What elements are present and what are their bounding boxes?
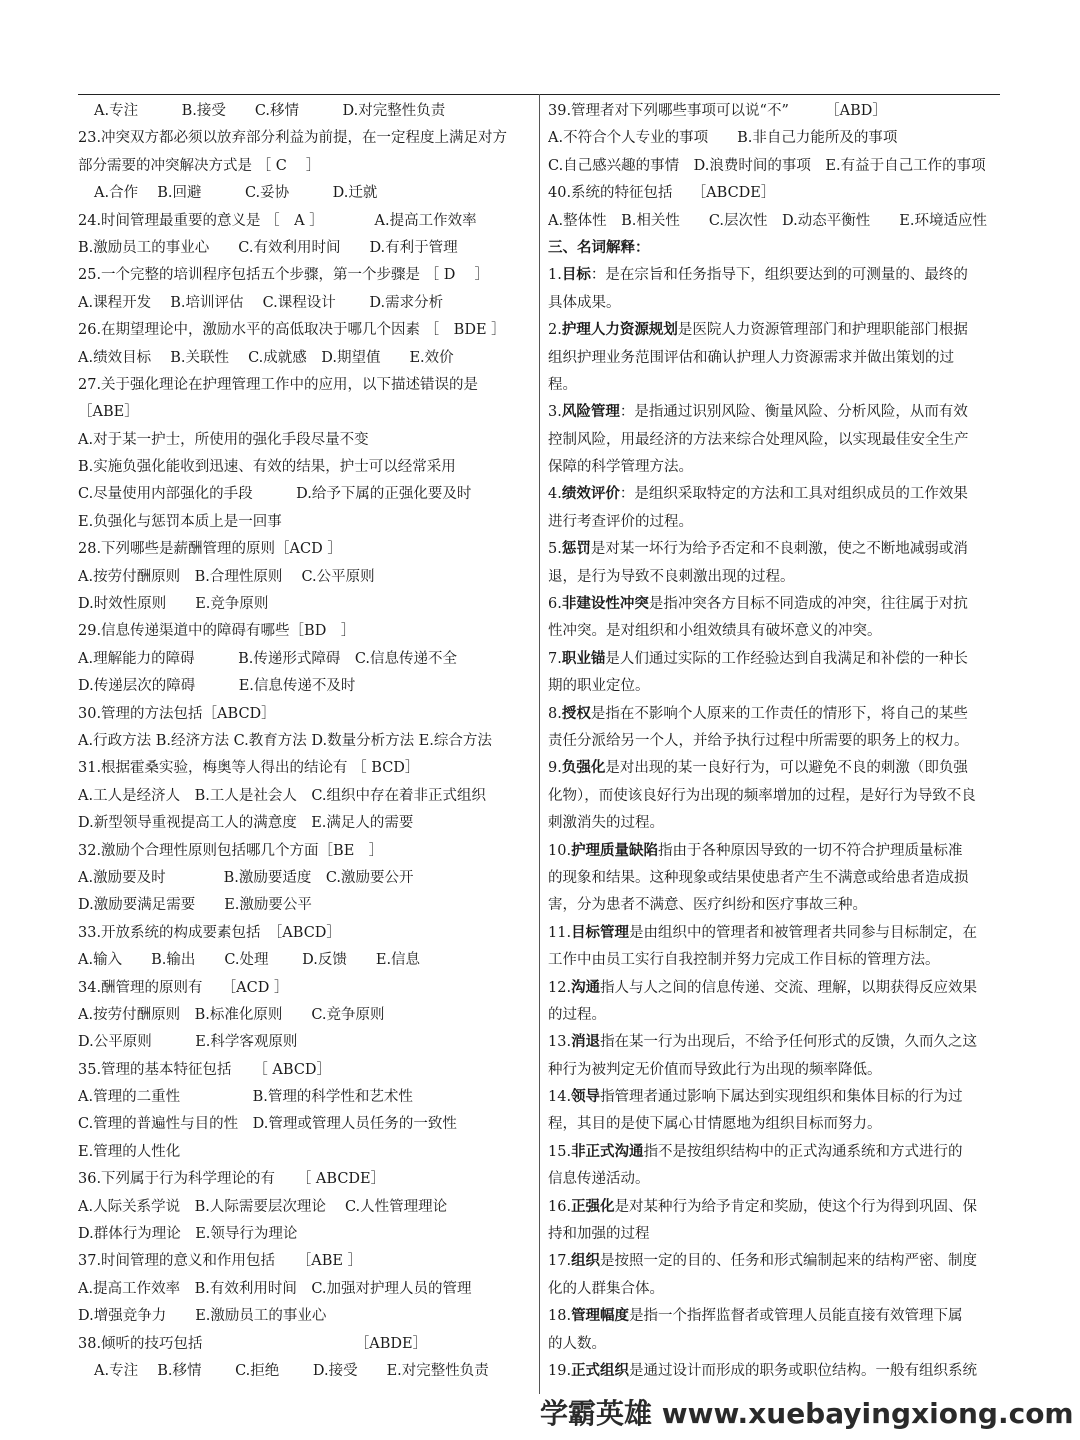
text-line: 31.根据霍桑实验，梅奥等人得出的结论有 ［ BCD］	[78, 760, 420, 777]
text-line: 28.下列哪些是薪酬管理的原则［ACD ］	[78, 541, 342, 558]
text-line: 33.开放系统的构成要素包括 ［ABCD］	[78, 924, 341, 941]
text-line: A.行政方法 B.经济方法 C.教育方法 D.数量分析方法 E.综合方法	[78, 732, 492, 749]
definition-number: 18.	[548, 1308, 572, 1325]
definition-number: 5.	[548, 541, 562, 558]
definition-number: 6.	[548, 596, 562, 613]
text-line: A.工人是经济人 B.工人是社会人 C.组织中存在着非正式组织	[78, 787, 487, 804]
definition-term: 非建设性冲突	[561, 596, 649, 613]
definition-term: 护理质量缺陷	[571, 842, 659, 859]
definition-line	[548, 1194, 1000, 1221]
definition-term: 绩效评价	[561, 486, 620, 503]
definition-number: 1.	[548, 267, 562, 284]
definition-term: 非正式沟通	[571, 1143, 644, 1160]
definition-separator: ：	[619, 404, 635, 421]
definition-text: 是医院人力资源管理部门和护理职能部门根据	[677, 322, 968, 339]
text-line: A.对于某一护士，所使用的强化手段尽量不变	[78, 431, 369, 448]
definition-line: 持和加强的过程	[548, 1226, 650, 1243]
definition-term: 负强化	[561, 760, 606, 777]
definition-text: 是由组织中的管理者和被管理者共同参与目标制定，在	[629, 924, 978, 941]
definition-line	[548, 646, 1000, 673]
right-column	[548, 98, 1000, 1385]
definition-line	[548, 591, 1000, 618]
text-line: D.增强竞争力 E.激励员工的事业心	[78, 1308, 327, 1325]
text-line: A.输入 B.输出 C.处理 D.反馈 E.信息	[78, 952, 421, 969]
definition-line: 控制风险，用最经济的方法来综合处理风险，以实现最佳安全生产	[548, 431, 969, 448]
left-column	[78, 98, 534, 1385]
text-line: D.传递层次的障碍 E.信息传递不及时	[78, 678, 356, 695]
definition-text: 是通过设计而形成的职务或职位结构。一般有组织系统	[629, 1362, 978, 1379]
definition-line: 责任分派给另一个人，并给予执行过程中所需要的职务上的权力。	[548, 732, 969, 749]
definition-number: 16.	[548, 1198, 572, 1215]
definition-line: 化物），而使该良好行为出现的频率增加的过程，是好行为导致不良	[548, 787, 976, 804]
text-line: ［ABE］	[78, 404, 139, 421]
text-line: 35.管理的基本特征包括 ［ ABCD］	[78, 1061, 332, 1078]
text-line: D.激励要满足需要 E.激励要公平	[78, 897, 312, 914]
definition-number: 9.	[548, 760, 562, 777]
text-line: A.按劳付酬原则 B.合理性原则 C.公平原则	[78, 568, 375, 585]
definition-text: 指由于各种原因导致的一切不符合护理质量标准	[658, 842, 963, 859]
definition-line: 的人数。	[548, 1335, 606, 1352]
definition-number: 7.	[548, 650, 562, 667]
definition-line	[548, 975, 1000, 1002]
text-line: D.新型领导重视提高工人的满意度 E.满足人的需要	[78, 815, 414, 832]
column-divider	[539, 94, 540, 1394]
definition-text: 指不是按组织结构中的正式沟通系统和方式进行的	[643, 1143, 963, 1160]
text-line: 38.倾听的技巧包括 ［ABDE］	[78, 1335, 428, 1352]
definition-line: 刺激消失的过程。	[548, 815, 664, 832]
text-line: 23.冲突双方都必须以放弃部分利益为前提，在一定程度上满足对方	[78, 130, 508, 147]
definition-line: 程，其目的是使下属心甘情愿地为组织目标而努力。	[548, 1116, 882, 1133]
text-line: 部分需要的冲突解决方式是 ［ C ］	[78, 157, 321, 174]
text-line: A.按劳付酬原则 B.标准化原则 C.竞争原则	[78, 1006, 385, 1023]
definition-line: 程。	[548, 376, 577, 393]
definition-number: 17.	[548, 1253, 572, 1270]
text-line: B.激励员工的事业心 C.有效利用时间 D.有利于管理	[78, 239, 458, 256]
definition-term: 授权	[561, 705, 591, 722]
text-line: A.绩效目标 B.关联性 C.成就感 D.期望值 E.效价	[78, 349, 454, 366]
definition-text: 是指冲突各方目标不同造成的冲突，往往属于对抗	[648, 596, 968, 613]
definition-text: 指人与人之间的信息传递、交流、理解，以期获得反应效果	[600, 979, 978, 996]
text-line: 30.管理的方法包括［ABCD］	[78, 705, 276, 722]
definition-line: 期的职业定位。	[548, 678, 650, 695]
text-line: 24.时间管理最重要的意义是 ［ A ］ A.提高工作效率	[78, 212, 477, 229]
text-line: 32.激励个合理性原则包括哪几个方面［BE ］	[78, 842, 384, 859]
text-line: 34.酬管理的原则有 ［ACD ］	[78, 979, 289, 996]
definition-number: 10.	[548, 842, 572, 859]
text-line: 40.系统的特征包括 ［ABCDE］	[548, 185, 776, 202]
definition-text: 指管理者通过影响下属达到实现组织和集体目标的行为过	[600, 1089, 963, 1106]
definition-line	[548, 481, 1000, 508]
definition-line	[548, 536, 1000, 563]
definition-line: 的现象和结果。这种现象或结果使患者产生不满意或给患者造成损	[548, 869, 969, 886]
definition-number: 11.	[548, 924, 572, 941]
text-line: B.实施负强化能收到迅速、有效的结果，护士可以经常采用	[78, 459, 456, 476]
definition-separator: ：	[590, 267, 606, 284]
definition-line: 工作中由员工实行自我控制并努力完成工作目标的管理方法。	[548, 952, 940, 969]
text-line: D.群体行为理论 E.领导行为理论	[78, 1226, 298, 1243]
definition-line: 信息传递活动。	[548, 1171, 650, 1188]
definition-line	[548, 399, 1000, 426]
definition-line: 的过程。	[548, 1006, 606, 1023]
definition-number: 3.	[548, 404, 562, 421]
definition-term: 职业锚	[561, 650, 606, 667]
text-line: C.管理的普遍性与目的性 D.管理或管理人员任务的一致性	[78, 1116, 457, 1133]
definition-line	[548, 920, 1000, 947]
definition-line	[548, 1084, 1000, 1111]
right-mc-block	[548, 98, 1000, 235]
definition-line: 保障的科学管理方法。	[548, 459, 693, 476]
definition-line	[548, 701, 1000, 728]
text-line: E.负强化与惩罚本质上是一回事	[78, 513, 282, 530]
definition-text: 是指一个指挥监督者或管理人员能直接有效管理下属	[629, 1308, 963, 1325]
definitions-block	[548, 262, 1000, 1385]
definition-text: 是对某种行为给予肯定和奖励，使这个行为得到巩固、保	[614, 1198, 978, 1215]
definition-number: 2.	[548, 322, 562, 339]
text-line: 27.关于强化理论在护理管理工作中的应用，以下描述错误的是	[78, 376, 479, 393]
definition-line	[548, 1029, 1000, 1056]
definition-term: 惩罚	[561, 541, 591, 558]
text-line: A.整体性 B.相关性 C.层次性 D.动态平衡性 E.环境适应性	[548, 212, 987, 229]
text-line: C.尽量使用内部强化的手段 D.给予下属的正强化要及时	[78, 486, 472, 503]
definition-line: 组织护理业务范围评估和确认护理人力资源需求并做出策划的过	[548, 349, 954, 366]
text-line: E.管理的人性化	[78, 1143, 181, 1160]
text-line: D.公平原则 E.科学客观原则	[78, 1034, 298, 1051]
text-line: A.专注 B.接受 C.移情 D.对完整性负责	[94, 103, 446, 119]
definition-number: 8.	[548, 705, 562, 722]
definition-line	[548, 755, 1000, 782]
text-line: A.合作 B.回避 C.妥协 D.迁就	[94, 185, 378, 202]
text-line: 29.信息传递渠道中的障碍有哪些［BD ］	[78, 623, 356, 640]
text-line: A.激励要及时 B.激励要适度 C.激励要公开	[78, 869, 414, 886]
definition-line	[548, 1248, 1000, 1275]
definition-term: 正式组织	[571, 1362, 630, 1379]
definition-line	[548, 1139, 1000, 1166]
definition-number: 15.	[548, 1143, 572, 1160]
section-title: 三、名词解释：	[548, 239, 650, 256]
definition-term: 护理人力资源规划	[561, 322, 678, 339]
text-line: A.人际关系学说 B.人际需要层次理论 C.人性管理理论	[78, 1198, 448, 1215]
definition-number: 14.	[548, 1089, 572, 1106]
definition-term: 目标	[561, 267, 591, 284]
text-line: 26.在期望理论中，激励水平的高低取决于哪几个因素 ［ BDE ］	[78, 322, 506, 339]
definition-term: 领导	[571, 1089, 601, 1106]
text-line: 25.一个完整的培训程序包括五个步骤，第一个步骤是 ［ D ］	[78, 267, 490, 284]
definition-text: 是在宗旨和任务指导下，组织要达到的可测量的、最终的	[605, 267, 968, 284]
definition-line: 具体成果。	[548, 294, 621, 311]
definition-term: 消退	[571, 1034, 601, 1051]
text-line: D.时效性原则 E.竞争原则	[78, 596, 269, 613]
text-line: C.自己感兴趣的事情 D.浪费时间的事项 E.有益于自己工作的事项	[548, 157, 986, 174]
text-line: A.专注 B.移情 C.拒绝 D.接受 E.对完整性负责	[94, 1362, 489, 1379]
definition-text: 是指通过识别风险、衡量风险、分析风险，从而有效	[634, 404, 968, 421]
definition-line: 退，是行为导致不良刺激出现的过程。	[548, 568, 795, 585]
text-line: A.管理的二重性 B.管理的科学性和艺术性	[78, 1089, 413, 1106]
text-line: A.课程开发 B.培训评估 C.课程设计 D.需求分析	[78, 294, 444, 311]
definition-line	[548, 838, 1000, 865]
definition-number: 13.	[548, 1034, 572, 1051]
definition-number: 19.	[548, 1362, 572, 1379]
definition-line	[548, 317, 1000, 344]
definition-term: 风险管理	[561, 404, 620, 421]
definition-line	[548, 262, 1000, 289]
definition-line: 性冲突。是对组织和小组效绩具有破坏意义的冲突。	[548, 623, 882, 640]
definition-term: 管理幅度	[571, 1308, 630, 1325]
definition-line	[548, 1303, 1000, 1330]
text-line: 37.时间管理的意义和作用包括 ［ABE ］	[78, 1253, 363, 1270]
definition-number: 12.	[548, 979, 572, 996]
definition-text: 是对出现的某一良好行为，可以避免不良的刺激（即负强	[605, 760, 968, 777]
definition-text: 是对某一坏行为给予否定和不良刺激，使之不断地减弱或消	[590, 541, 968, 558]
definition-line: 化的人群集合体。	[548, 1280, 664, 1297]
text-line: 36.下列属于行为科学理论的有 ［ ABCDE］	[78, 1171, 386, 1188]
text-line: 39.管理者对下列哪些事项可以说“不” ［ABD］	[548, 103, 887, 119]
definition-text: 是按照一定的目的、任务和形式编制起来的结构严密、制度	[600, 1253, 978, 1270]
definition-text: 是人们通过实际的工作经验达到自我满足和补偿的一种长	[605, 650, 968, 667]
definition-term: 目标管理	[571, 924, 630, 941]
definition-term: 组织	[571, 1253, 601, 1270]
text-line: A.不符合个人专业的事项 B.非自己力能所及的事项	[548, 130, 898, 147]
definition-number: 4.	[548, 486, 562, 503]
watermark: 学霸英雄 www.xuebayingxiong.com	[540, 1397, 1074, 1430]
definition-text: 是指在不影响个人原来的工作责任的情形下，将自己的某些	[590, 705, 968, 722]
definition-line: 进行考查评价的过程。	[548, 513, 693, 530]
definition-term: 沟通	[571, 979, 601, 996]
definition-term: 正强化	[571, 1198, 615, 1215]
text-line: A.理解能力的障碍 B.传递形式障碍 C.信息传递不全	[78, 650, 458, 667]
definition-text: 是组织采取特定的方法和工具对组织成员的工作效果	[634, 486, 968, 503]
definition-line: 种行为被判定无价值而导致此行为出现的频率降低。	[548, 1061, 882, 1078]
definition-line	[548, 1358, 1000, 1385]
definition-line: 害，分为患者不满意、医疗纠纷和医疗事故三种。	[548, 897, 867, 914]
text-line: A.提高工作效率 B.有效利用时间 C.加强对护理人员的管理	[78, 1280, 472, 1297]
definition-text: 指在某一行为出现后，不给予任何形式的反馈，久而久之这	[600, 1034, 978, 1051]
definition-separator: ：	[619, 486, 635, 503]
